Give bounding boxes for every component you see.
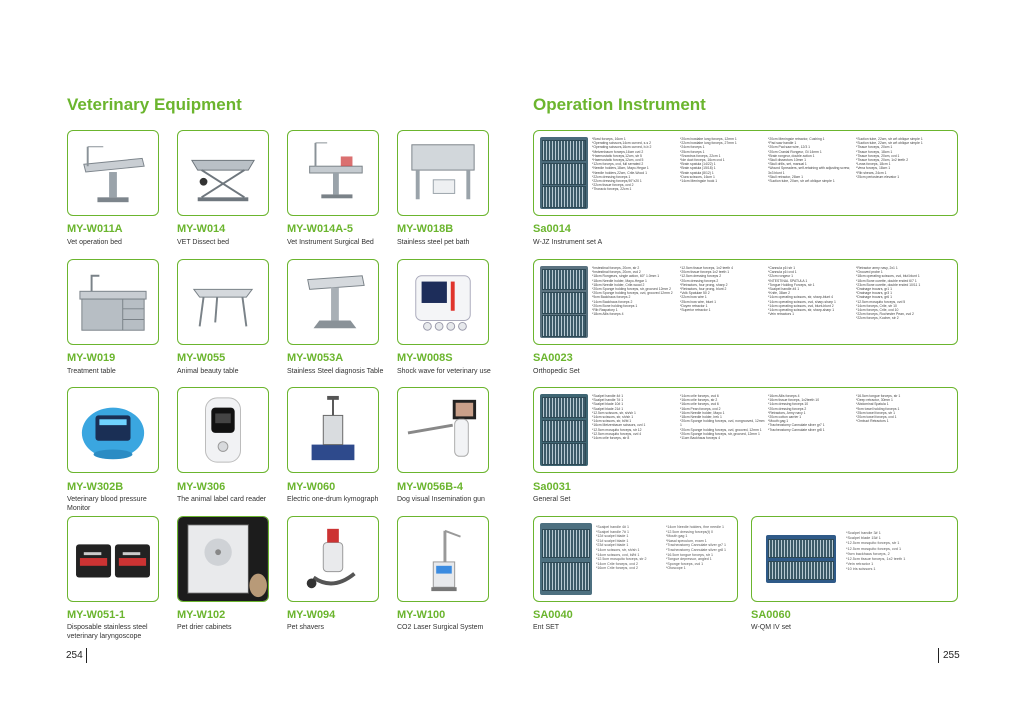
- instrument-set-card[interactable]: [533, 516, 738, 602]
- set-code: SA0040: [533, 609, 573, 621]
- product-card[interactable]: [287, 259, 379, 345]
- product-card[interactable]: [397, 387, 489, 473]
- product-card[interactable]: [177, 516, 269, 602]
- product-code: MY-W018B: [397, 223, 454, 235]
- page-number-divider: [938, 648, 939, 663]
- set-code: Sa0014: [533, 223, 571, 235]
- product-code: MY-W060: [287, 481, 336, 493]
- product-name: Stainless Steel diagnosis Table: [287, 368, 384, 375]
- instrument-list-column: *Scalpel handle 3# 1 *Scalpel blade 15# 1 *12.5cm mosquito forceps, str 1 *12.5cm mosquito forceps, cvd 1 *9cm backhaus forceps, 2 *12.5cm tissue forceps, 1x2 teeth 1 *Vein retractor 1 *10 iris scissors 1: [846, 531, 906, 572]
- product-card[interactable]: [287, 516, 379, 602]
- product-code: MY-W008S: [397, 352, 453, 364]
- product-code: MY-W053A: [287, 352, 344, 364]
- dissect-bed-icon: [184, 137, 262, 209]
- product-card[interactable]: [67, 387, 159, 473]
- instrument-tray-icon: [540, 266, 588, 338]
- product-code: MY-W056B-4: [397, 481, 464, 493]
- instrument-set-card[interactable]: [533, 130, 958, 216]
- product-card[interactable]: [177, 387, 269, 473]
- instrument-list-column: *Bowl forceps, 16cm 1 *Operating scissors,14cm curved, s-s 2 *Operating scissors,16cm curved, b-b 2 *Metzenbaum forceps,16cm cvd 2 *Haemostatic forceps,12cm, str 5 *Haemostatic forceps,12cm, cvd 5 *12cm forceps, cvd, full serrated 2 *Needle holders,18cm, Mayo-Hegar 1 *Needle holders,22cm, Crile-Wood 1 *22cm dressing forceps 1 *22cm dressing forceps,90°x20 1 *22cm tissue forceps, cvd 2 *Thoracic forceps, 22cm 1: [592, 137, 652, 192]
- product-card[interactable]: [67, 259, 159, 345]
- set-name: Ent SET: [533, 624, 560, 631]
- set-name: Orthopedic Set: [533, 368, 580, 375]
- instrument-set-card[interactable]: [751, 516, 958, 602]
- product-code: MY-W102: [177, 609, 226, 621]
- product-code: MY-W014A-5: [287, 223, 354, 235]
- instrument-list-column: *Scalpel handle 4# 1 *Scalpel handle 7# 1 *12# scalpel blade 1 *21# scalpel blade 1 *23# scalpel blade 1 *14cm scissors, str, sh/sh 1 *14cm scissors, cvd, bl/bl 1 *12.5cm mosquito forceps, str 2 *14cm Crile forceps, cvd 2 *16cm Crile forceps, cvd 2: [596, 525, 647, 571]
- insemination-gun-icon: [404, 394, 482, 466]
- instrument-tray-icon: [540, 394, 588, 466]
- laser-system-icon: [404, 523, 482, 595]
- product-code: MY-W011A: [67, 223, 123, 235]
- set-name: W-QM IV set: [751, 624, 791, 631]
- kymograph-icon: [294, 394, 372, 466]
- page-number-right: 255: [943, 650, 960, 661]
- product-name: Animal beauty table: [177, 368, 239, 375]
- product-code: MY-W306: [177, 481, 226, 493]
- instrument-list-column: *20cm Meningsie retractor, Cushing 1 *Pad saw handle 1 *20cm Pad saw wire, 12/3 1 *20cm Cranial Rongeur, Gt 14mm 1 *Brain rongeur, double action 1 *Skull dissectors 10mm 1 *Skull drills, set, manual 1 *Wound Spreaders, self-retaining with adjusting screw, 3x3 blunt 1 *Skull retractor, 28cm 1 *Suction tube, 20cm, str w/t oblique simple 1: [768, 137, 850, 184]
- instrument-list-column: *Suction tube, 22cm, str w/t oblique simple 1 *Suction tube, 22cm, str w/t oblique simple 1 *Tissue forceps, 20cm 1 *Tissue forceps, 18cm 1 *Tissue forceps, 20cm, cvd 1 *Tissue forceps, 20cm, 1x2 teeth 2 *Lewa forceps, 18cm 1 *Vena forceps, 18cm 1 *Rib shears, 24cm 1 *25cm periosteum elevator 1: [856, 137, 923, 179]
- shock-wave-icon: [404, 266, 482, 338]
- product-name: Veterinary blood pressure Monitor: [67, 496, 147, 512]
- product-card[interactable]: [397, 130, 489, 216]
- operation-bed-icon: [74, 137, 152, 209]
- product-card[interactable]: [287, 130, 379, 216]
- set-name: W-JZ Instrument set A: [533, 239, 603, 246]
- laryngoscope-icon: [74, 523, 152, 595]
- product-name: Treatment table: [67, 368, 116, 375]
- diagnosis-table-icon: [294, 266, 372, 338]
- set-code: SA0023: [533, 352, 573, 364]
- product-name: Vet operation bed: [67, 239, 122, 246]
- product-code: MY-W100: [397, 609, 446, 621]
- treatment-table-icon: [74, 266, 152, 338]
- instrument-list-column: *14cm Needle holders, fine needle 1 *12.5cm dressing forceps(t) 0 *Mouth gag 1 *Nasal speculum, exam 1 *Tracheostomy Cannulate silver gr7 1 *Tracheostomy Cannulate silver gr8 1 *16.5cm tongue forceps, str 1 *Tongue depressor, angled 1 *Sponge forceps, cvd 1 *Otoscope 1: [666, 525, 726, 571]
- product-name: Vet Instrument Surgical Bed: [287, 239, 374, 246]
- section-title-operation-instrument: Operation Instrument: [533, 95, 706, 114]
- instrument-list-column: *16.5cm tongue forceps, str 1 *Deep retractor, 30mm 1 *Abdominal Spatula 1 *9cm towel holding forceps 1 *25cm towel forceps, str 1 *20cm towel forceps, cvd 1 *Ombuct Retractors 1: [856, 394, 901, 424]
- instrument-set-card[interactable]: [533, 387, 958, 473]
- page-number-divider: [86, 648, 87, 663]
- product-code: MY-W014: [177, 223, 226, 235]
- product-name: VET Dissect bed: [177, 239, 230, 246]
- instrument-list-column: *Scalpel handle 4# 1 *Scalpel handle 7# 1 *Scalpel blade 10# 1 *Scalpel blade 21# 1 *12.5cm scissors, str, sh/sh 1 *14cm scissors, str, sh/sh 1 *14cm scissors, str, bl/bl 1 *16cm Metzenbaum scissors, cvd 1 *12.5cm mosquito forceps, str 12 *12.5cm mosquito forceps, cvd 4 *14cm crile forceps, str 8: [592, 394, 646, 441]
- set-code: Sa0031: [533, 481, 571, 493]
- product-name: Dog visual Insemination gun: [397, 496, 485, 503]
- instrument-list-column: *20cm bowlabe lung forceps, 12mm 1 *22cm bowlabe lung forceps, 27mm 1 *24cm forceps 1 *25cm forceps 1 *Snowtrus forceps, 22cm 1 *Ide duct forceps, 16cm cvd 1 *Brain spatula (14/22) 1 *Brain spatula (15/18) 1 *Brain spatula (8/12) 1 *Dura scissors, 16cm 1 *14cm Meningsie hook 1: [680, 137, 737, 184]
- product-code: MY-W055: [177, 352, 226, 364]
- product-card[interactable]: [287, 387, 379, 473]
- instrument-list-column: *14cm crile forceps, cvd 6 *16cm crile forceps, str 2 *16cm crile forceps, cvd 6 *16cm Pean forceps, cvd 2 *16cm Needle holder, Mayo 1 *18cm Needle holder, Irek 1 *20cm Sponge holding forceps, cvd, nongrooved, 12mm 1 *20cm Sponge holding forceps, cvd, grooved, 12mm 1 *20cm Sponge holding forceps, str, grooved, 12mm 1 *11cm Backhaus forceps 4: [680, 394, 765, 441]
- product-name: Pet shavers: [287, 624, 324, 631]
- instrument-list-column: *Instestinal forceps, 20cm, str 2 *Instestinal forceps, 20cm, cvd 2 *18cm Rongeurs, single action, 60° 1.0mm 1 *18cm Needle holder, Mayo-Hegar 1 *18cm Needle holder, Crile-wood 2 *20cm Sponge holding forceps, str, grooved 12mm 2 *20cm Sponge holding forceps, cvd, grooved 12mm 2 *9cm Backhaus forceps 2 *14cm Backhaus forceps 2 *20cm Bone holding forceps 1 *Rib Raspatory 1 *18cm Allis forceps 4: [592, 266, 673, 317]
- product-name: CO2 Laser Surgical System: [397, 624, 484, 631]
- surgical-bed-icon: [294, 137, 372, 209]
- blood-pressure-monitor-icon: [74, 394, 152, 466]
- product-code: MY-W302B: [67, 481, 124, 493]
- product-card[interactable]: [67, 516, 159, 602]
- product-card[interactable]: [397, 259, 489, 345]
- instrument-tray-icon: [766, 535, 836, 583]
- product-card[interactable]: [177, 259, 269, 345]
- product-card[interactable]: [177, 130, 269, 216]
- product-name: Disposable stainless steel veterinary laryngoscope: [67, 624, 148, 640]
- product-code: MY-W051-1: [67, 609, 126, 621]
- pet-shaver-icon: [294, 523, 372, 595]
- product-name: Shock wave for veterinary use: [397, 368, 491, 375]
- instrument-list-column: *12.5cm tissue forceps, 1x2 teeth 4 *20cm tissue forceps 1x2 teeth 1 *12.5cm dressing forceps 2 *20cm dressing forceps 2 *Retractors, four prong, sharp 2 *Retractors, four prong, blunt 2 *Volk Spatulae 50 2 *22cm bow wire 1 *25cm bow wire, blunt 1 *Doyen retractor 1 *Superior retractor 1: [680, 266, 733, 313]
- section-title-veterinary-equipment: Veterinary Equipment: [67, 95, 242, 114]
- product-name: The animal label card reader: [177, 496, 267, 503]
- instrument-tray-icon: [540, 523, 592, 595]
- product-card[interactable]: [67, 130, 159, 216]
- set-name: General Set: [533, 496, 571, 503]
- beauty-table-icon: [184, 266, 262, 338]
- instrument-set-card[interactable]: [533, 259, 958, 345]
- card-reader-icon: [184, 394, 262, 466]
- instrument-list-column: *Cannula p1t str 1 *Cannula p1t cvd 1 *22cm rongeur 1 *INTESTINAL SPATULA 1 *Tongue Holding Forceps, str 1 *Scalpel handle #4 1 *Knife, 38cm 2 *14cm operating scissors, str, sharp-blunt 4 *14cm operating scissors, cvd, sharp-sharp 1 *14cm operating scissors, cvd, blunt-blunt 2 *14cm operating scissors, str, sharp-sharp 1 *Vein retractors 1: [768, 266, 836, 317]
- drier-cabinet-icon: [178, 517, 268, 601]
- product-name: Stainless steel pet bath: [397, 239, 470, 246]
- product-code: MY-W094: [287, 609, 336, 621]
- instrument-list-column: *16cm Allis forceps 4 *16cm tissue forceps, 1x2teeth 10 *14cm dressing forceps 10 *20cm dressing forceps 2 *Retractors, Army navy 1 *20cm cotton carrier 1 *Mouth gag 1 *Tracheostomy Cannulate silver gr7 1 *Tracheostomy Cannulate silver gr8 1: [768, 394, 825, 432]
- set-code: SA0060: [751, 609, 791, 621]
- product-card[interactable]: [397, 516, 489, 602]
- product-code: MY-W019: [67, 352, 116, 364]
- page-number-left: 254: [66, 650, 83, 661]
- pet-bath-icon: [404, 137, 482, 209]
- instrument-list-column: *Retractor army navy, 2x1 1 *Grooved probe 1 *18cm operating scissors, cvd, bluf-blunt 1 *18cm Bone curette, double ended 6/7 1 *23cm Bone curette, double ended 10/11 1 *Drainage trocars, gr1 1 *Drainage trocars, gr3 1 *Drainage trocars, gr6 1 *12.5cm mosquito forceps, cvd 5 *14cm forceps, Crile, str 10 *14cm forceps, Crile, cvd 10 *22cm forceps, Rochester Pean, cvd 2 *22cm forceps, Kocher, str 2: [856, 266, 921, 321]
- product-name: Electric one-drum kymograph: [287, 496, 379, 503]
- instrument-tray-icon: [540, 137, 588, 209]
- product-name: Pet drier cabinets: [177, 624, 232, 631]
